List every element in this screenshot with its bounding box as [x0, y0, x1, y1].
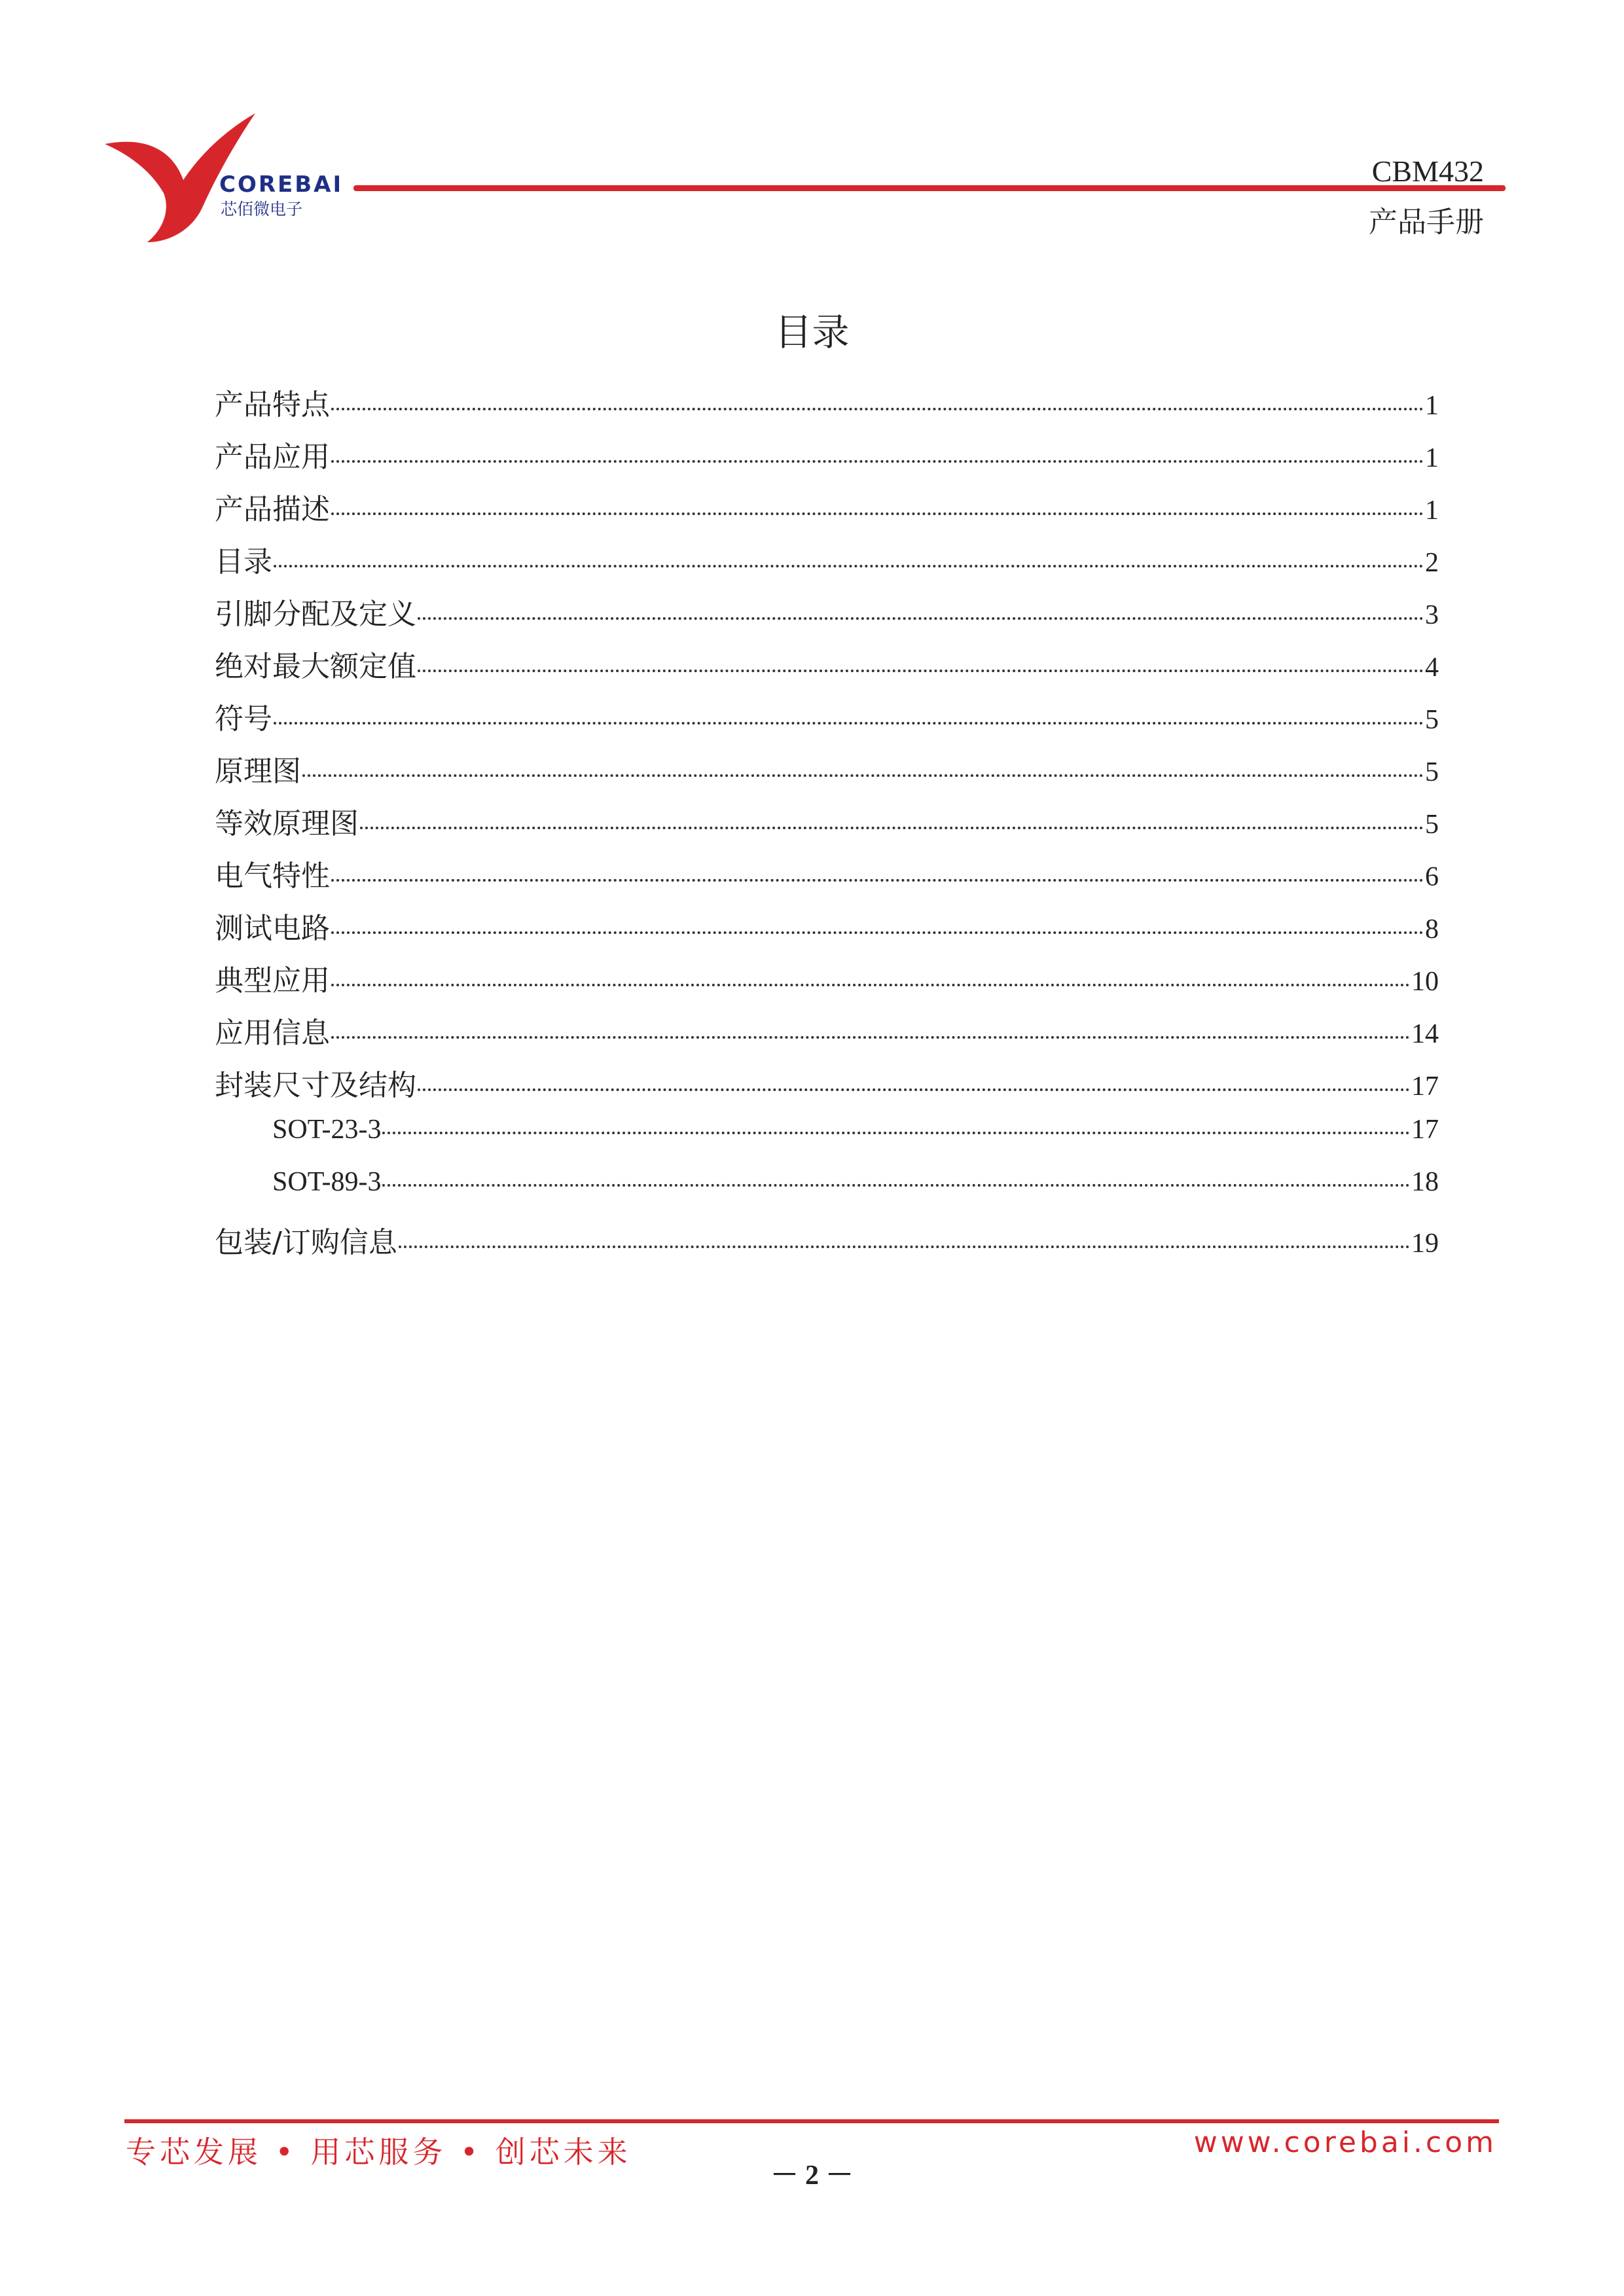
toc-entry[interactable] [215, 800, 1439, 852]
toc-entry-label[interactable]: 目录 [215, 545, 272, 579]
toc-entry-page: 5 [1425, 757, 1439, 787]
toc-entry-page: 3 [1425, 600, 1439, 630]
toc-entry-label[interactable]: 原理图 [215, 755, 301, 788]
page-number: － 2 － [770, 2161, 854, 2191]
toc-entry-label[interactable]: 符号 [215, 702, 272, 736]
toc-entry-page: 19 [1411, 1229, 1439, 1259]
toc-entry-page: 6 [1425, 862, 1439, 892]
toc-entry-page: 4 [1425, 653, 1439, 683]
toc-entry-label[interactable]: 产品应用 [215, 440, 330, 474]
toc-dot-leader [418, 670, 1424, 672]
toc-entry-label[interactable]: 测试电路 [215, 912, 330, 945]
toc-entry[interactable] [215, 486, 1439, 538]
toc-entry-page: 5 [1425, 810, 1439, 840]
toc-dot-leader [331, 408, 1424, 410]
toc-entry-label[interactable]: 产品描述 [215, 493, 330, 526]
toc-entry-label[interactable]: 等效原理图 [215, 807, 359, 840]
toc-entry-label[interactable]: 应用信息 [215, 1016, 330, 1050]
toc-entry-label[interactable]: SOT-89-3 [272, 1167, 382, 1197]
toc-entry[interactable] [215, 1166, 1439, 1219]
toc-entry[interactable] [215, 433, 1439, 486]
toc-dot-leader [399, 1246, 1410, 1248]
toc-entry-page: 17 [1411, 1071, 1439, 1102]
toc-entry-label[interactable]: 绝对最大额定值 [215, 650, 416, 683]
toc-entry-page: 1 [1425, 391, 1439, 421]
toc-entry-page: 10 [1411, 967, 1439, 997]
toc-entry-page: 5 [1425, 705, 1439, 735]
toc-entry[interactable] [215, 905, 1439, 957]
brand-name: COREBAI [219, 171, 344, 198]
toc-entry[interactable] [215, 1114, 1439, 1166]
toc-entry-label[interactable]: SOT-23-3 [272, 1115, 382, 1145]
toc-entry-page: 18 [1411, 1167, 1439, 1197]
toc-dot-leader [382, 1132, 1410, 1134]
toc-entry[interactable] [215, 695, 1439, 747]
toc-dot-leader [382, 1184, 1410, 1187]
toc-entry-page: 2 [1425, 548, 1439, 578]
toc-dot-leader [274, 722, 1424, 725]
toc-entry[interactable] [215, 590, 1439, 643]
toc-dot-leader [331, 931, 1424, 934]
toc-entry[interactable] [215, 1062, 1439, 1114]
toc-entry-label[interactable]: 引脚分配及定义 [215, 598, 416, 631]
toc-entry-page: 14 [1411, 1019, 1439, 1049]
toc-entry-label[interactable]: 封装尺寸及结构 [215, 1069, 416, 1102]
toc-entry[interactable] [215, 852, 1439, 905]
toc-entry[interactable] [215, 538, 1439, 590]
product-code: CBM432 [1371, 154, 1484, 188]
page-title: 目录 [774, 311, 850, 354]
footer-rule [124, 2119, 1499, 2123]
toc-dot-leader [360, 827, 1424, 829]
toc-entry[interactable] [215, 1219, 1439, 1271]
toc-dot-leader [331, 984, 1410, 986]
toc-entry-page: 17 [1411, 1115, 1439, 1145]
footer-website-link[interactable]: www.corebai.com [1193, 2126, 1497, 2159]
toc-entry-page: 1 [1425, 495, 1439, 526]
toc-entry[interactable] [215, 1009, 1439, 1062]
footer-slogan: 专芯发展 • 用芯服务 • 创芯未来 [126, 2134, 632, 2170]
toc-entry-label[interactable]: 典型应用 [215, 964, 330, 997]
toc-dot-leader [331, 512, 1424, 515]
toc-entry[interactable] [215, 957, 1439, 1009]
manual-label: 产品手册 [1369, 206, 1484, 239]
brand-chinese-name: 芯佰微电子 [221, 200, 303, 219]
toc-entry-page: 1 [1425, 443, 1439, 473]
toc-dot-leader [418, 1088, 1410, 1091]
toc-entry-label[interactable]: 包装/订购信息 [215, 1226, 397, 1259]
toc-entry[interactable] [215, 381, 1439, 433]
toc-dot-leader [274, 565, 1424, 567]
table-of-contents [215, 381, 1439, 1271]
toc-dot-leader [331, 460, 1424, 463]
toc-entry-label[interactable]: 产品特点 [215, 388, 330, 422]
toc-dot-leader [331, 879, 1424, 882]
toc-entry-label[interactable]: 电气特性 [215, 859, 330, 893]
header-rule [353, 185, 1506, 191]
corebai-logo [98, 108, 360, 245]
toc-entry[interactable] [215, 643, 1439, 695]
toc-dot-leader [331, 1036, 1410, 1039]
toc-dot-leader [302, 774, 1424, 777]
toc-entry-page: 8 [1425, 914, 1439, 944]
toc-dot-leader [418, 617, 1424, 620]
toc-entry[interactable] [215, 747, 1439, 800]
